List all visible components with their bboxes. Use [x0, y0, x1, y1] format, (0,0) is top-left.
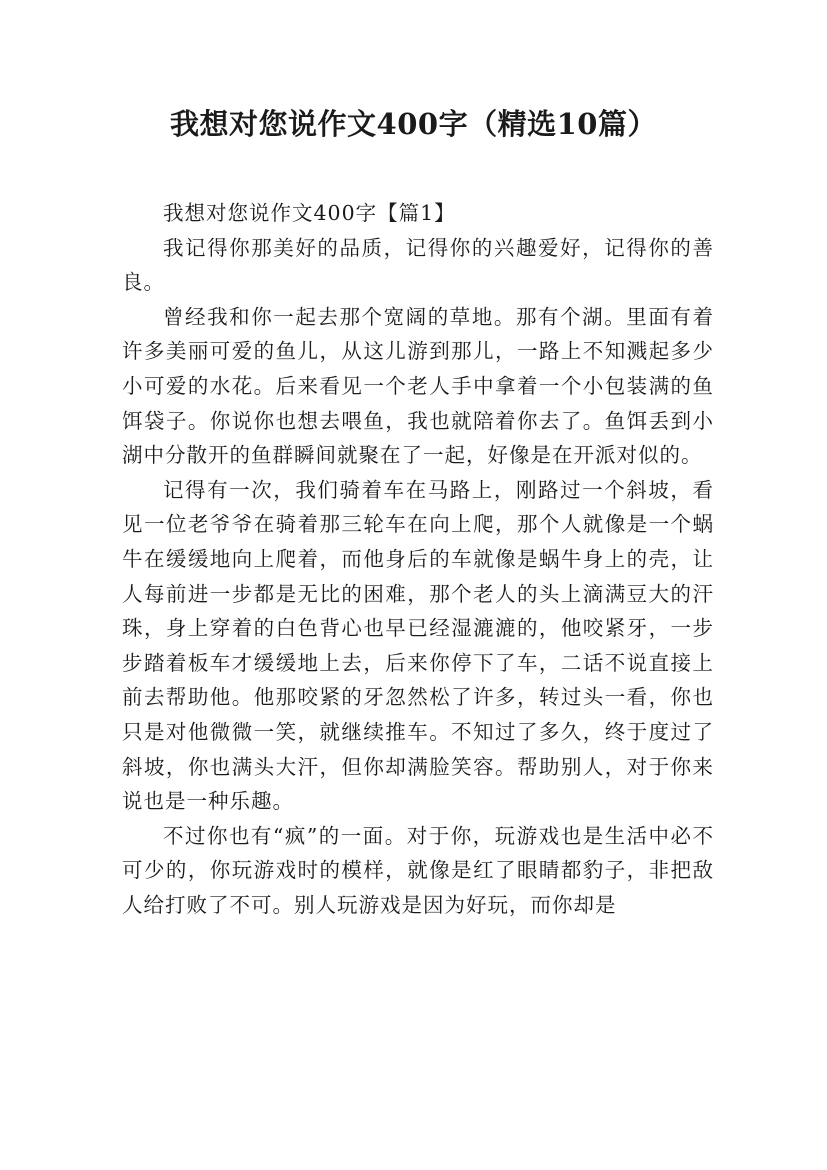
- paragraph-4: 不过你也有“疯”的一面。对于你，玩游戏也是生活中必不可少的，你玩游戏时的模样，就像是红了眼睛都豹子，非把敌人给打败了不可。别人玩游戏是因为好玩，而你却是: [122, 823, 714, 917]
- document-body: [122, 196, 714, 922]
- document-title: 我想对您说作文400字（精选10篇）: [170, 107, 657, 141]
- section-heading: 我想对您说作文400字【篇1】: [163, 201, 456, 225]
- paragraph-3: 记得有一次，我们骑着车在马路上，刚路过一个斜坡，看见一位老爷爷在骑着那三轮车在向上爬，那个人就像是一个蜗牛在缓缓地向上爬着，而他身后的车就像是蜗牛身上的壳，让人每前进一步都是无比的困难，那个老人的头上滴满豆大的汗珠，身上穿着的白色背心也早已经湿漉漉的，他咬紧牙，一步步踏着板车才缓缓地上去，后来你停下了车，二话不说直接上前去帮助他。他那咬紧的牙忽然松了许多，转过头一看，你也只是对他微微一笑，就继续推车。不知过了多久，终于度过了斜坡，你也满头大汗，但你却满脸笑容。帮助别人，对于你来说也是一种乐趣。: [122, 477, 714, 814]
- paragraph-2: 曾经我和你一起去那个宽阔的草地。那有个湖。里面有着许多美丽可爱的鱼儿，从这儿游到那儿，一路上不知溅起多少小可爱的水花。后来看见一个老人手中拿着一个小包装满的鱼饵袋子。你说你也想去喂鱼，我也就陪着你去了。鱼饵丢到小湖中分散开的鱼群瞬间就聚在了一起，好像是在开派对似的。: [122, 304, 714, 468]
- paragraph-1: 我记得你那美好的品质，记得你的兴趣爱好，记得你的善良。: [122, 235, 714, 295]
